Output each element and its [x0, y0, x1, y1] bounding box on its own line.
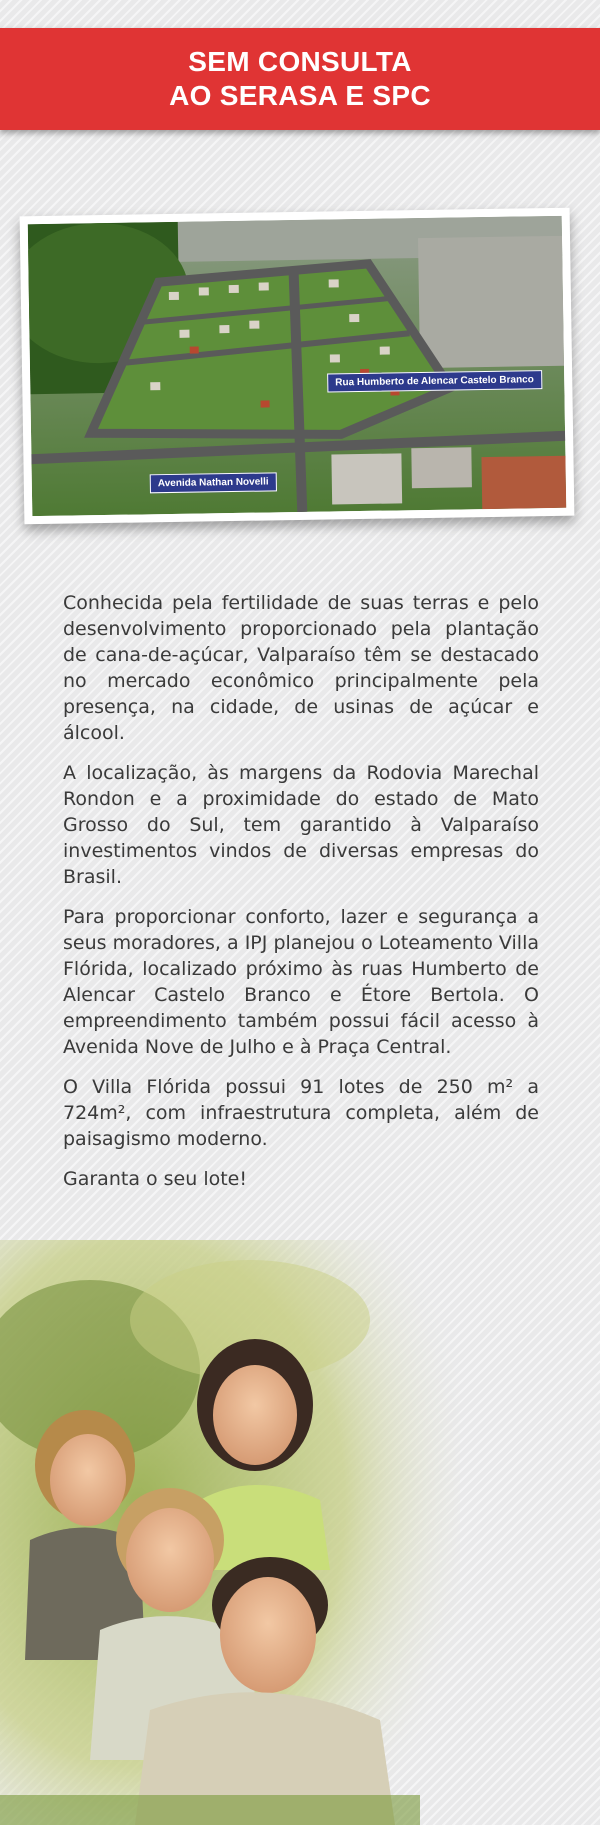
paragraph-5: Garanta o seu lote!: [63, 1168, 247, 1190]
paragraph-1: Conhecida pela fertilidade de suas terras e pelo desenvolvimento proporcionado pela plantação de cana-de-açúcar, Valparaíso têm se destacado no mercado econômico principalmente pela presença, na cidade, de usinas de açúcar e álcool.: [63, 592, 539, 744]
family-photo: [0, 1240, 600, 1825]
header-banner: [0, 28, 600, 130]
paragraph-3: Para proporcionar conforto, lazer e segurança a seus moradores, a IPJ planejou o Loteamento Villa Flórida, localizado próximo às ruas Humberto de Alencar Castelo Branco e Étore Bertola. O empreendimento também possui fácil acesso à Avenida Nove de Julho e à Praça Central.: [63, 906, 539, 1058]
paragraph-2: A localização, às margens da Rodovia Marechal Rondon e a proximidade do estado de Mato Grosso do Sul, tem garantido à Valparaíso investimentos vindos de diversas empresas do Brasil.: [63, 762, 539, 888]
aerial-map-illustration: [28, 216, 567, 516]
label-avenida-nathan: Avenida Nathan Novelli: [150, 472, 277, 493]
description-text: [63, 590, 539, 1206]
paragraph-4: O Villa Flórida possui 91 lotes de 250 m² a 724m², com infraestrutura completa, além de paisagismo moderno.: [63, 1076, 539, 1150]
banner-line-2: AO SERASA E SPC: [169, 80, 431, 111]
banner-line-1: SEM CONSULTA: [188, 46, 412, 77]
label-rua-humberto: Rua Humberto de Alencar Castelo Branco: [327, 370, 542, 392]
aerial-photo: [20, 208, 575, 525]
